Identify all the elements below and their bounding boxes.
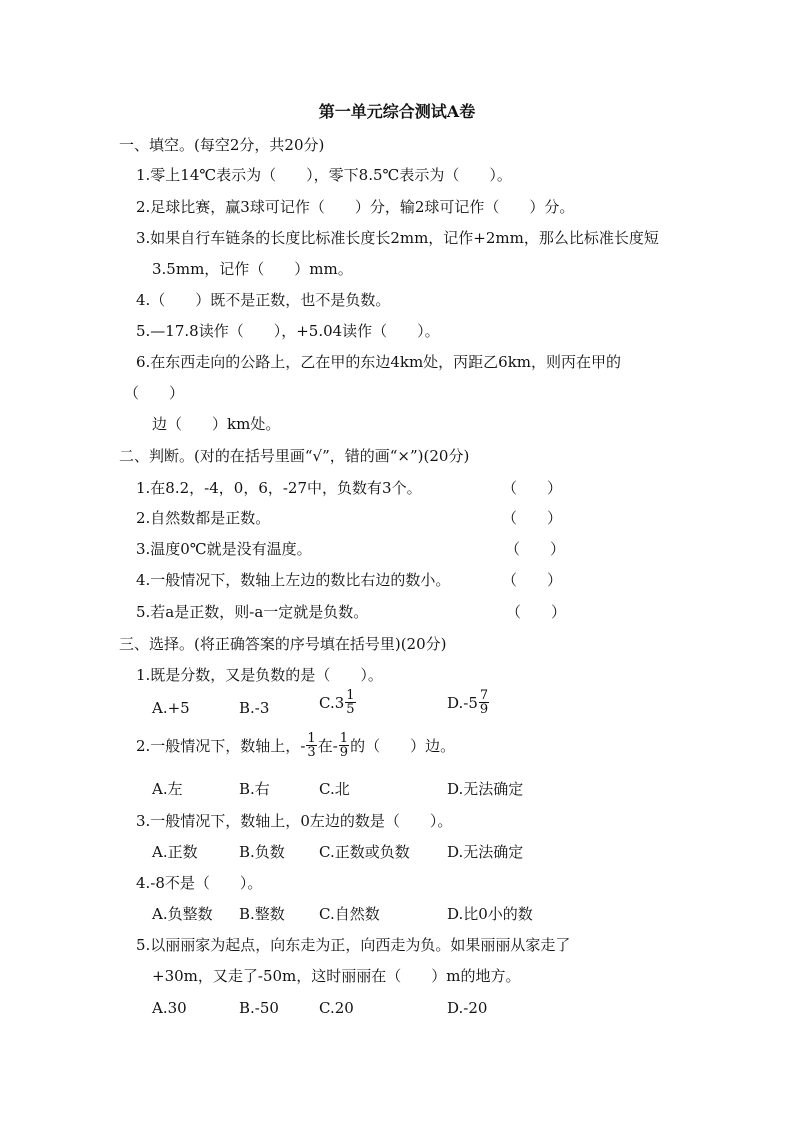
s3-q1-option-a: A.+5 <box>152 699 190 717</box>
s3-q3-option-d: D.无法确定 <box>447 843 524 861</box>
option-c-denominator: 5 <box>346 702 355 717</box>
s3-q3-option-b: B.负数 <box>239 843 285 861</box>
q2-fraction-2-sign: - <box>332 736 338 755</box>
section-1-heading: 一、填空。(每空2分，共20分) <box>119 136 325 154</box>
s1-question-6-line2: （ ） <box>124 384 185 402</box>
s1-question-3-line1: 3.如果自行车链条的长度比标准长度长2mm，记作+2mm，那么比标准长度短 <box>136 229 659 247</box>
q2-prefix: 2.一般情况下，数轴上， <box>136 736 301 755</box>
q2-fraction-1-numerator: 1 <box>307 731 316 746</box>
s3-q3-option-c: C.正数或负数 <box>319 843 410 861</box>
q2-fraction-2-denominator: 9 <box>339 745 349 760</box>
option-c-label: C. <box>319 693 335 712</box>
s3-q2-option-a: A.左 <box>152 780 183 798</box>
s3-q5-option-b: B.-50 <box>239 999 279 1017</box>
s3-q3-option-a: A.正数 <box>152 843 198 861</box>
option-c-fraction <box>345 689 355 716</box>
option-d-label: D. <box>447 693 464 712</box>
s3-q5-option-a: A.30 <box>152 999 187 1017</box>
section-3-heading: 三、选择。(将正确答案的序号填在括号里)(20分) <box>119 635 447 653</box>
option-d-denominator: 9 <box>479 702 489 717</box>
s1-question-1: 1.零上14℃表示为（ ），零下8.5℃表示为（ ）。 <box>136 166 512 184</box>
option-c-numerator: 1 <box>346 688 355 703</box>
s2-item-1: 1.在8.2，-4，0，6，-27中，负数有3个。 <box>136 479 422 497</box>
q2-fraction-2 <box>339 732 349 759</box>
s2-item-5: 5.若a是正数，则-a一定就是负数。 <box>136 603 369 621</box>
s2-item-1-answer-paren: （ ） <box>502 479 563 497</box>
s1-question-5: 5.—17.8读作（ ），+5.04读作（ ）。 <box>136 322 440 340</box>
s3-q1-option-b: B.-3 <box>239 699 270 717</box>
option-d-whole: -5 <box>463 693 478 712</box>
s2-item-4-answer-paren: （ ） <box>502 571 563 589</box>
page-title: 第一单元综合测试A卷 <box>318 102 476 121</box>
q2-fraction-2-numerator: 1 <box>339 731 349 746</box>
q2-fraction-1-denominator: 3 <box>307 745 316 760</box>
s1-question-4: 4.（ ）既不是正数，也不是负数。 <box>136 291 391 309</box>
s3-q2-option-d: D.无法确定 <box>447 780 524 798</box>
q2-fraction-1 <box>306 732 316 759</box>
s1-question-2: 2.足球比赛，赢3球可记作（ ）分，输2球可记作（ ）分。 <box>136 198 575 216</box>
s3-question-5-line1: 5.以丽丽家为起点，向东走为正，向西走为负。如果丽丽从家走了 <box>136 936 571 954</box>
q2-suffix: 的（ ）边。 <box>350 736 456 755</box>
s3-question-5-line2: +30m，又走了-50m，这时丽丽在（ ）m的地方。 <box>152 967 521 985</box>
option-c-whole: 3 <box>334 693 345 712</box>
s3-q1-option-c <box>319 689 357 716</box>
s3-q5-option-d: D.-20 <box>447 999 488 1017</box>
s3-q4-option-a: A.负整数 <box>152 905 213 923</box>
q2-fraction-1-sign: - <box>300 736 306 755</box>
s3-q2-option-b: B.右 <box>239 780 270 798</box>
s2-item-3-answer-paren: （ ） <box>505 540 566 558</box>
s3-question-1: 1.既是分数，又是负数的是（ ）。 <box>136 666 383 684</box>
s3-q5-option-c: C.20 <box>319 999 354 1017</box>
s2-item-5-answer-paren: （ ） <box>506 603 567 621</box>
option-d-fraction <box>479 689 489 716</box>
s3-question-4: 4.-8不是（ ）。 <box>136 874 263 892</box>
s1-question-6-line3: 边（ ）km处。 <box>152 415 281 433</box>
section-2-heading: 二、判断。(对的在括号里画“√”，错的画“×”)(20分) <box>119 447 470 465</box>
s3-q4-option-d: D.比0小的数 <box>447 905 533 923</box>
s3-question-3: 3.一般情况下，数轴上，0左边的数是（ ）。 <box>136 812 453 830</box>
s2-item-3: 3.温度0℃就是没有温度。 <box>136 540 312 558</box>
s2-item-2-answer-paren: （ ） <box>502 509 563 527</box>
s2-item-2: 2.自然数都是正数。 <box>136 509 271 527</box>
s3-q2-option-c: C.北 <box>319 780 350 798</box>
q2-middle: 在 <box>317 736 333 755</box>
option-d-numerator: 7 <box>479 688 489 703</box>
s3-q1-option-d <box>447 689 490 716</box>
s3-question-2 <box>136 732 455 759</box>
s2-item-4: 4.一般情况下，数轴上左边的数比右边的数小。 <box>136 571 451 589</box>
s3-q4-option-b: B.整数 <box>239 905 285 923</box>
s1-question-6-line1: 6.在东西走向的公路上，乙在甲的东边4km处，丙距乙6km，则丙在甲的 <box>136 353 622 371</box>
s1-question-3-line2: 3.5mm，记作（ ）mm。 <box>152 260 353 278</box>
s3-q4-option-c: C.自然数 <box>319 905 380 923</box>
